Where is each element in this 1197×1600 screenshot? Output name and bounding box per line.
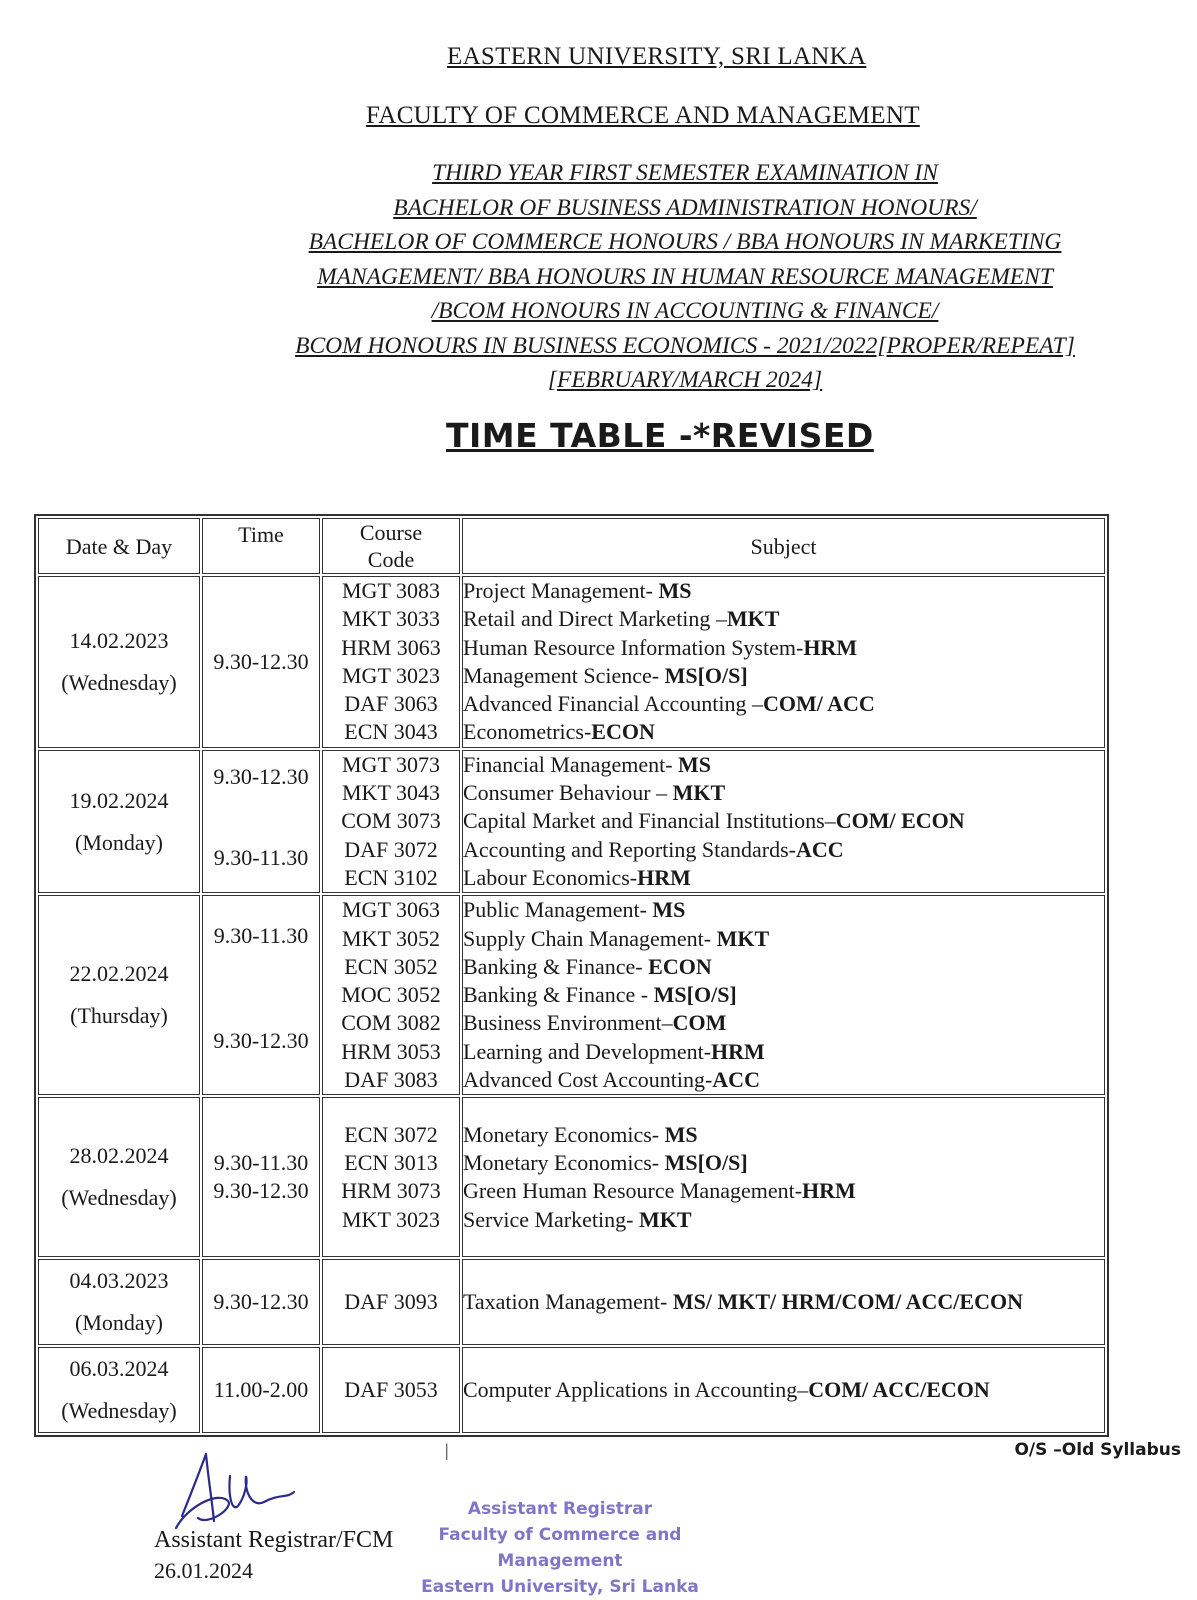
exam-subtitle <box>230 156 1140 398</box>
course-code: ECN 3102 <box>344 864 438 890</box>
subject-name: Human Resource Information System- <box>463 634 804 660</box>
programme-group: MS[O/S] <box>664 1150 748 1176</box>
date-cell <box>38 1097 200 1257</box>
course-code-cell <box>322 750 460 893</box>
subject-name: Learning and Development- <box>463 1038 712 1064</box>
time-cell <box>202 1347 320 1433</box>
subject-name: Labour Economics- <box>463 864 638 890</box>
exam-day: (Wednesday) <box>61 1185 177 1211</box>
course-code: DAF 3083 <box>344 1067 438 1093</box>
header-code-line1: Course <box>359 520 423 545</box>
exam-day: (Wednesday) <box>61 1398 177 1424</box>
signature-icon <box>168 1446 308 1536</box>
programme-group: MS/ MKT/ HRM/COM/ ACC/ECON <box>672 1289 1023 1315</box>
exam-day: (Thursday) <box>70 1003 168 1029</box>
exam-day: (Monday) <box>75 1310 163 1336</box>
table-row <box>38 576 1105 748</box>
subject-line <box>463 577 1104 605</box>
programme-group: COM/ ACC/ECON <box>808 1377 990 1403</box>
date-cell <box>38 1259 200 1345</box>
subject-name: Taxation Management- <box>463 1289 673 1315</box>
programme-group: MS[O/S] <box>653 982 737 1008</box>
subject-line <box>463 1038 1104 1066</box>
time-cell <box>202 750 320 893</box>
signatory-label: Assistant Registrar/FCM <box>154 1527 394 1553</box>
subject-line <box>463 1066 1104 1094</box>
subject-line <box>463 953 1104 981</box>
subject-line <box>463 779 1104 807</box>
programme-group: ECON <box>648 953 712 979</box>
exam-time: 9.30-12.30 <box>213 763 309 789</box>
course-code: ECN 3072 <box>344 1121 438 1147</box>
subject-line <box>463 1009 1104 1037</box>
table-row <box>38 1259 1105 1345</box>
stamp-line: Assistant Registrar <box>467 1499 653 1519</box>
course-code: ECN 3052 <box>344 953 438 979</box>
official-stamp <box>380 1496 740 1600</box>
tick-mark: | <box>445 1440 449 1460</box>
programme-group: COM/ ACC <box>762 691 875 717</box>
exam-date: 28.02.2024 <box>69 1143 169 1169</box>
subject-name: Accounting and Reporting Standards- <box>463 836 796 862</box>
subject-line <box>463 690 1104 718</box>
subject-line <box>463 864 1104 892</box>
course-code-cell <box>322 1097 460 1257</box>
stamp-line: Eastern University, Sri Lanka <box>421 1577 699 1597</box>
subject-line <box>463 807 1104 835</box>
subject-name: Monetary Economics- <box>463 1121 665 1147</box>
signature-date: 26.01.2024 <box>154 1558 253 1583</box>
course-code: HRM 3063 <box>341 634 441 660</box>
header-course-code <box>322 518 460 574</box>
subject-line <box>463 1121 1104 1149</box>
timetable-body <box>38 576 1105 1433</box>
subtitle-line: [FEBRUARY/MARCH 2024] <box>547 367 823 393</box>
exam-day: (Monday) <box>75 829 163 855</box>
date-cell <box>38 1347 200 1433</box>
subject-name: Project Management- <box>463 578 659 603</box>
subject-line <box>463 751 1104 779</box>
course-code: DAF 3093 <box>344 1289 438 1315</box>
subject-line <box>463 634 1104 662</box>
programme-group: MS <box>658 578 692 603</box>
subtitle-line: BACHELOR OF COMMERCE HONOURS / BBA HONOURS IN MARKETING <box>308 229 1062 255</box>
subtitle-line: BACHELOR OF BUSINESS ADMINISTRATION HONOURS/ <box>393 194 977 221</box>
subject-line <box>463 836 1104 864</box>
time-cell <box>202 576 320 748</box>
subject-name: Public Management- <box>463 897 653 923</box>
programme-group: HRM <box>711 1038 765 1064</box>
table-row <box>38 1097 1105 1257</box>
course-code: COM 3073 <box>341 808 441 834</box>
exam-date: 06.03.2024 <box>69 1356 169 1382</box>
subject-cell <box>462 1259 1105 1345</box>
subject-name: Advanced Cost Accounting- <box>463 1067 713 1093</box>
subject-cell <box>462 576 1105 748</box>
exam-time: 9.30-12.30 <box>213 1027 309 1053</box>
course-code: DAF 3063 <box>344 691 438 717</box>
exam-time: 9.30-11.30 <box>213 923 309 949</box>
course-code-cell <box>322 895 460 1095</box>
subject-name: Advanced Financial Accounting – <box>463 691 763 717</box>
subject-name: Green Human Resource Management- <box>463 1178 803 1204</box>
subject-name: Management Science- <box>463 662 665 688</box>
exam-time: 11.00-2.00 <box>213 1377 309 1403</box>
faculty-name: FACULTY OF COMMERCE AND MANAGEMENT <box>366 102 920 129</box>
subject-line <box>463 981 1104 1009</box>
exam-day: (Wednesday) <box>61 669 177 695</box>
subject-name: Banking & Finance- <box>463 953 649 979</box>
course-code: MOC 3052 <box>341 982 441 1008</box>
subject-line <box>463 662 1104 690</box>
subject-cell <box>462 750 1105 893</box>
subject-name: Banking & Finance - <box>463 982 654 1008</box>
programme-group: ACC <box>712 1067 760 1093</box>
date-cell <box>38 576 200 748</box>
course-code: COM 3082 <box>341 1010 441 1036</box>
course-code: MGT 3073 <box>342 751 440 777</box>
course-code: MGT 3023 <box>342 662 440 688</box>
table-row <box>38 1347 1105 1433</box>
exam-date: 22.02.2024 <box>69 961 169 987</box>
subject-name: Business Environment– <box>463 1010 673 1036</box>
subject-line <box>463 925 1104 953</box>
date-cell <box>38 750 200 893</box>
header-time <box>202 518 320 574</box>
exam-date: 04.03.2023 <box>69 1268 169 1294</box>
subject-line <box>463 896 1104 924</box>
programme-group: HRM <box>802 1178 856 1204</box>
course-code: DAF 3053 <box>344 1377 438 1403</box>
programme-group: ACC <box>796 836 844 862</box>
course-code: ECN 3013 <box>344 1150 438 1176</box>
course-code: DAF 3072 <box>344 836 438 862</box>
course-code: ECN 3043 <box>344 719 438 745</box>
subject-cell <box>462 1347 1105 1433</box>
university-name: EASTERN UNIVERSITY, SRI LANKA <box>447 43 867 70</box>
subject-line <box>463 1376 1104 1404</box>
course-code-cell <box>322 1347 460 1433</box>
exam-date: 19.02.2024 <box>69 787 169 813</box>
programme-group: MKT <box>726 606 780 632</box>
subject-name: Service Marketing- <box>463 1206 639 1232</box>
programme-group: MS <box>652 897 686 923</box>
subtitle-line: MANAGEMENT/ BBA HONOURS IN HUMAN RESOURCE MANAGEMENT <box>317 263 1053 290</box>
course-code: MGT 3063 <box>342 897 440 923</box>
programme-group: MS[O/S] <box>664 662 748 688</box>
subject-name: Consumer Behaviour – <box>463 780 673 806</box>
subject-line <box>463 1149 1104 1177</box>
header-subject: Subject <box>462 518 1105 574</box>
time-cell <box>202 895 320 1095</box>
table-header-row <box>38 518 1105 574</box>
programme-group: MKT <box>716 925 770 951</box>
course-code: MKT 3043 <box>342 780 440 806</box>
time-cell <box>202 1259 320 1345</box>
course-code-cell <box>322 576 460 748</box>
legend-note: O/S –Old Syllabus <box>1014 1440 1181 1460</box>
header-code-line2: Code <box>367 547 415 572</box>
subtitle-line: BCOM HONOURS IN BUSINESS ECONOMICS - 2021/2022[PROPER/REPEAT] <box>295 332 1075 359</box>
course-code-cell <box>322 1259 460 1345</box>
stamp-line: Faculty of Commerce and Management <box>438 1525 682 1571</box>
subject-name: Supply Chain Management- <box>463 925 717 951</box>
programme-group: HRM <box>637 864 691 890</box>
subject-name: Monetary Economics- <box>463 1150 665 1176</box>
exam-time: 9.30-12.30 <box>213 1289 309 1315</box>
subject-name: Capital Market and Financial Institutions– <box>463 808 836 834</box>
course-code: MKT 3052 <box>342 925 440 951</box>
timetable-title: TIME TABLE -*REVISED <box>446 416 874 455</box>
subject-line <box>463 1177 1104 1205</box>
programme-group: COM/ ECON <box>835 808 965 834</box>
course-code: MKT 3033 <box>342 606 440 632</box>
programme-group: MS <box>664 1121 698 1147</box>
exam-date: 14.02.2023 <box>69 627 169 653</box>
course-code: HRM 3073 <box>341 1178 441 1204</box>
subtitle-line: THIRD YEAR FIRST SEMESTER EXAMINATION IN <box>432 160 938 186</box>
programme-group: HRM <box>803 634 858 660</box>
course-code: HRM 3053 <box>341 1038 441 1064</box>
course-code: MGT 3083 <box>342 578 440 603</box>
programme-group: MS <box>678 751 712 777</box>
subject-line <box>463 1288 1104 1316</box>
programme-group: ECON <box>591 719 655 745</box>
subject-name: Computer Applications in Accounting– <box>463 1377 809 1403</box>
table-row <box>38 895 1105 1095</box>
date-cell <box>38 895 200 1095</box>
subject-name: Econometrics- <box>463 719 592 745</box>
subject-line <box>463 605 1104 633</box>
timetable <box>34 514 1109 1437</box>
exam-time: 9.30-11.30 <box>213 845 309 871</box>
table-row <box>38 750 1105 893</box>
subject-cell <box>462 1097 1105 1257</box>
header-date: Date & Day <box>38 518 200 574</box>
exam-time: 9.30-12.30 <box>213 648 309 674</box>
programme-group: MKT <box>672 780 726 806</box>
subtitle-line: /BCOM HONOURS IN ACCOUNTING & FINANCE/ <box>431 298 939 324</box>
subject-line <box>463 1206 1104 1234</box>
time-cell <box>202 1097 320 1257</box>
exam-time: 9.30-11.30 <box>213 1150 309 1176</box>
programme-group: MKT <box>638 1206 692 1232</box>
subject-line <box>463 718 1104 746</box>
course-code: MKT 3023 <box>342 1206 440 1232</box>
exam-time: 9.30-12.30 <box>213 1178 309 1204</box>
header-time-label: Time <box>238 522 284 547</box>
programme-group: COM <box>672 1010 727 1036</box>
subject-name: Financial Management- <box>463 751 679 777</box>
subject-name: Retail and Direct Marketing – <box>463 606 727 632</box>
subject-cell <box>462 895 1105 1095</box>
